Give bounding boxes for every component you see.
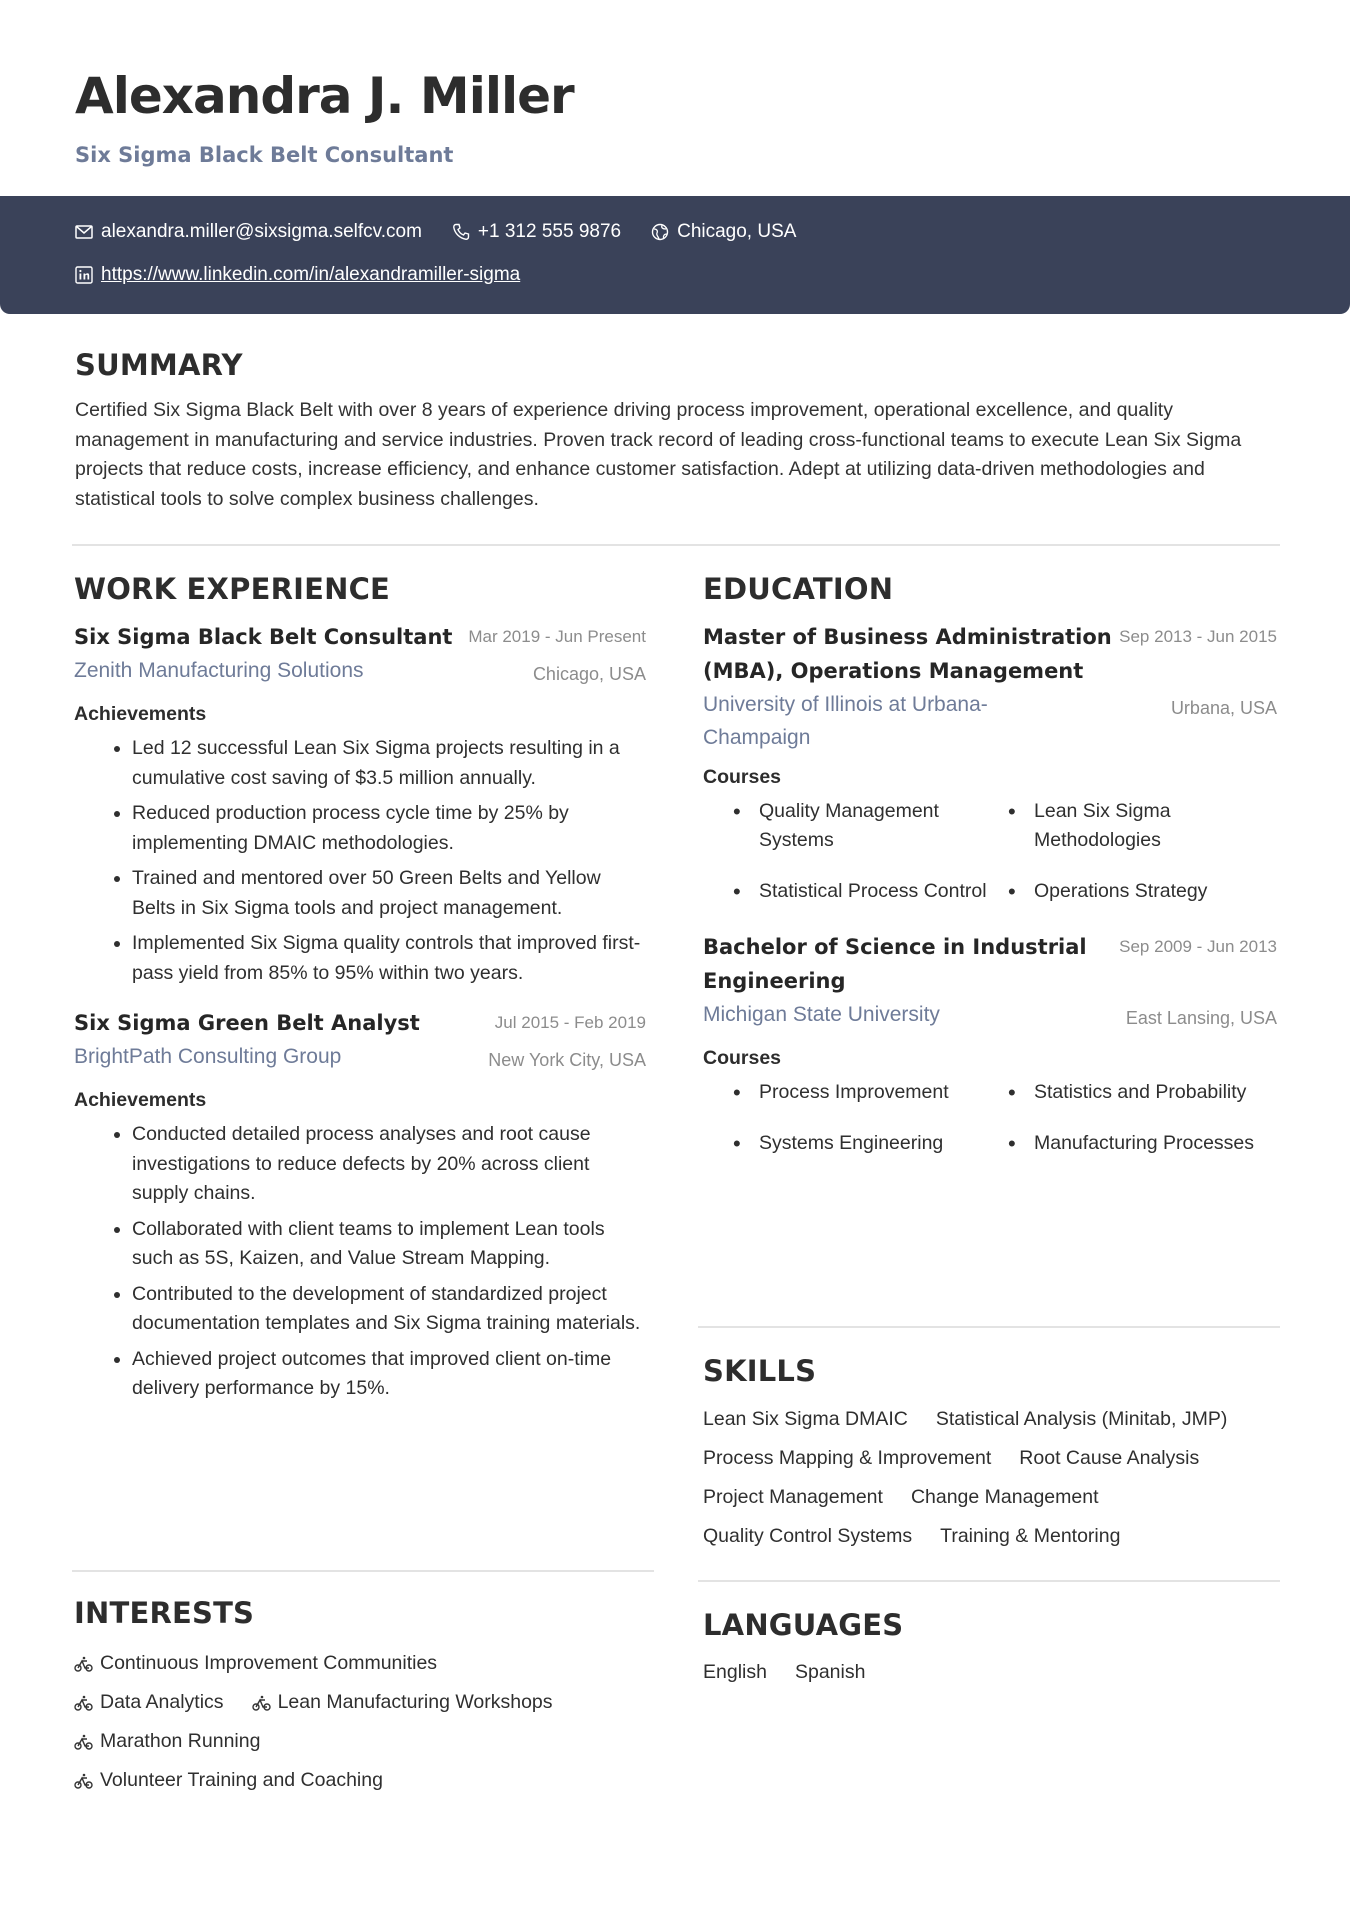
interest-label: Marathon Running [100, 1730, 261, 1752]
degree-title: Master of Business Administration (MBA), Operations Management [703, 625, 1112, 683]
list-item: • Operations Strategy [1008, 877, 1283, 906]
contact-row-secondary [75, 263, 1275, 287]
list-item: • Led 12 successful Lean Six Sigma projects resulting in a cumulative cost saving of $3.5 million annually. [132, 734, 646, 793]
contact-phone-text: +1 312 555 9876 [477, 221, 622, 242]
list-item: • Quality Management Systems [733, 797, 1008, 855]
job-company: BrightPath Consulting Group [74, 1045, 342, 1068]
interests-list [74, 1644, 654, 1800]
envelope-icon [75, 225, 93, 239]
interest-icon [252, 1694, 272, 1712]
degree-dates: Sep 2013 - Jun 2015 [1119, 627, 1277, 646]
list-item: • Achieved project outcomes that improved client on-time delivery performance by 15%. [132, 1345, 646, 1404]
globe-icon [651, 223, 669, 241]
school-location: Urbana, USA [1170, 698, 1277, 718]
list-item: • Statistics and Probability [1008, 1078, 1283, 1107]
list-item: • Collaborated with client teams to implement Lean tools such as 5S, Kaizen, and Value Stream Mapping. [132, 1215, 646, 1274]
summary-title: SUMMARY [75, 348, 243, 382]
divider-education [698, 1326, 1280, 1328]
contact-phone[interactable] [452, 221, 621, 243]
achievements-list [74, 734, 646, 988]
courses-label: Courses [703, 766, 782, 788]
skills-title: SKILLS [703, 1354, 817, 1388]
interest-row [74, 1722, 654, 1761]
achievements-label: Achievements [74, 703, 207, 725]
school-name: University of Illinois at Urbana-Champaign [703, 693, 988, 749]
divider-skills [698, 1580, 1280, 1582]
education-entry [703, 620, 1277, 928]
job-subheader [74, 654, 646, 691]
job-subheader [74, 1040, 646, 1077]
skill-tag: Statistical Analysis (Minitab, JMP) [935, 1408, 1228, 1430]
list-item: • Trained and mentored over 50 Green Belts and Yellow Belts in Six Sigma tools and project management. [132, 864, 646, 923]
language-item: English [703, 1661, 767, 1683]
education-subheader [703, 998, 1277, 1035]
job-entry [74, 1006, 646, 1404]
interest-label: Data Analytics [100, 1691, 224, 1713]
job-entry [74, 620, 646, 988]
summary-text: Certified Six Sigma Black Belt with over 8 years of experience driving process improvement, operational excellence, and quality management in manufacturing and service industries. Proven track record of leading cross-functional teams to execute Lean Six Sigma projects that reduce costs, increase efficiency, and enhance customer satisfaction. Adept at utilizing data-driven methodologies and statistical tools to solve complex business challenges. [75, 399, 1242, 510]
job-location: New York City, USA [488, 1050, 646, 1070]
achievements-label: Achievements [74, 1089, 207, 1111]
skill-tag: Process Mapping & Improvement [703, 1447, 992, 1469]
job-location: Chicago, USA [532, 664, 646, 684]
list-item: • Statistical Process Control [733, 877, 1008, 906]
languages-title: LANGUAGES [703, 1608, 904, 1642]
interest-row [74, 1683, 654, 1722]
job-company: Zenith Manufacturing Solutions [74, 659, 364, 682]
education-title: EDUCATION [703, 572, 894, 606]
job-title: Six Sigma Green Belt Analyst [74, 1011, 420, 1035]
work-experience-title: WORK EXPERIENCE [74, 572, 391, 606]
list-item: • Contributed to the development of standardized project documentation templates and Six Sigma training materials. [132, 1280, 646, 1339]
interest-item [74, 1769, 383, 1792]
job-dates: Mar 2019 - Jun Present [468, 627, 646, 646]
interest-item [74, 1691, 224, 1714]
interest-item [74, 1730, 260, 1753]
summary-section [75, 348, 1280, 514]
contact-email-text: alexandra.miller@sixsigma.selfcv.com [101, 221, 422, 242]
courses-list [703, 797, 1277, 928]
candidate-headline: Six Sigma Black Belt Consultant [75, 142, 454, 167]
interest-label: Continuous Improvement Communities [100, 1652, 438, 1674]
job-header [74, 1006, 646, 1040]
languages-section [703, 1608, 1283, 1688]
left-column [74, 572, 646, 1410]
interest-label: Lean Manufacturing Workshops [277, 1691, 553, 1713]
languages-list [703, 1656, 1283, 1688]
education-entry [703, 930, 1277, 1180]
skills-list [703, 1400, 1283, 1556]
contact-band [0, 196, 1350, 314]
interest-row [74, 1761, 654, 1800]
list-item: • Manufacturing Processes [1008, 1129, 1283, 1158]
list-item: • Implemented Six Sigma quality controls that improved first-pass yield from 85% to 95% within two years. [132, 929, 646, 988]
linkedin-icon [75, 266, 93, 284]
education-subheader [703, 688, 1277, 754]
degree-dates: Sep 2009 - Jun 2013 [1119, 937, 1277, 956]
courses-label: Courses [703, 1047, 782, 1069]
job-title: Six Sigma Black Belt Consultant [74, 625, 453, 649]
school-name: Michigan State University [703, 1003, 940, 1026]
achievements-list [74, 1120, 646, 1404]
interest-item [252, 1691, 553, 1714]
skill-tag: Lean Six Sigma DMAIC [703, 1408, 908, 1430]
candidate-name: Alexandra J. Miller [75, 67, 574, 125]
degree-title: Bachelor of Science in Industrial Engineering [703, 935, 1087, 993]
divider-work [72, 1570, 654, 1572]
skill-tag: Change Management [910, 1486, 1099, 1508]
interests-title: INTERESTS [74, 1596, 255, 1630]
skill-tag: Training & Mentoring [940, 1525, 1121, 1547]
education-header [703, 620, 1277, 688]
school-location: East Lansing, USA [1125, 1008, 1277, 1028]
interest-icon [74, 1733, 94, 1751]
courses-list [703, 1078, 1277, 1180]
job-header [74, 620, 646, 654]
list-item: • Lean Six Sigma Methodologies [1008, 797, 1283, 855]
contact-row-primary [75, 220, 1275, 244]
right-column [703, 572, 1277, 1180]
divider-summary [72, 544, 1280, 546]
resume-header [75, 67, 574, 167]
interests-section [74, 1596, 654, 1800]
interest-icon [74, 1772, 94, 1790]
skill-tag: Quality Control Systems [703, 1525, 913, 1547]
contact-email[interactable] [75, 221, 422, 243]
interest-icon [74, 1655, 94, 1673]
list-item: • Reduced production process cycle time by 25% by implementing DMAIC methodologies. [132, 799, 646, 858]
education-header [703, 930, 1277, 998]
contact-location [651, 221, 796, 243]
list-item: • Process Improvement [733, 1078, 1008, 1107]
interest-item [74, 1652, 437, 1675]
skill-tag: Project Management [703, 1486, 883, 1508]
interest-label: Volunteer Training and Coaching [100, 1769, 383, 1791]
skills-section [703, 1354, 1283, 1556]
list-item: • Conducted detailed process analyses and root cause investigations to reduce defects by 20% across client supply chains. [132, 1120, 646, 1209]
linkedin-link[interactable]: https://www.linkedin.com/in/alexandramiller-sigma [101, 264, 521, 285]
job-dates: Jul 2015 - Feb 2019 [494, 1013, 646, 1032]
contact-location-text: Chicago, USA [677, 221, 797, 242]
contact-linkedin[interactable] [75, 264, 520, 286]
skill-tag: Root Cause Analysis [1019, 1447, 1200, 1469]
language-item: Spanish [794, 1661, 866, 1683]
phone-icon [452, 223, 470, 241]
interest-icon [74, 1694, 94, 1712]
interest-row [74, 1644, 654, 1683]
list-item: • Systems Engineering [733, 1129, 1008, 1158]
